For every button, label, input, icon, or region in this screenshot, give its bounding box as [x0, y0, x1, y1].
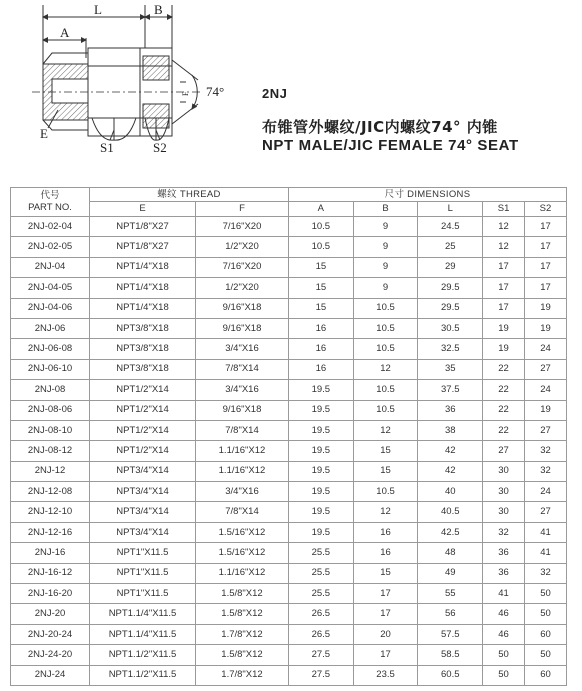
- table-row: [11, 298, 567, 318]
- column-header-e: E: [90, 202, 196, 217]
- table-cell: 24.5: [418, 217, 483, 237]
- product-title-en: NPT MALE/JIC FEMALE 74° SEAT: [262, 137, 519, 154]
- table-cell: NPT1/2"X14: [90, 441, 196, 461]
- table-cell: 2NJ-06: [11, 318, 90, 338]
- dim-label-s2: S2: [153, 140, 167, 155]
- part-no-header-cn: 代号: [40, 190, 60, 201]
- table-cell: 3/4"X16: [196, 339, 289, 359]
- table-cell: NPT1.1/4"X11.5: [90, 624, 196, 644]
- table-cell: 35: [418, 359, 483, 379]
- table-cell: 10.5: [353, 318, 418, 338]
- table-cell: 2NJ-08: [11, 380, 90, 400]
- table-cell: 2NJ-12: [11, 461, 90, 481]
- table-cell: 25.5: [289, 563, 354, 583]
- table-cell: 24: [524, 380, 566, 400]
- table-cell: 20: [353, 624, 418, 644]
- table-row: [11, 645, 567, 665]
- table-cell: 10.5: [353, 482, 418, 502]
- table-cell: 57.5: [418, 624, 483, 644]
- table-cell: 9/16"X18: [196, 298, 289, 318]
- table-cell: 19.5: [289, 502, 354, 522]
- table-cell: 10.5: [289, 237, 354, 257]
- table-cell: 32: [483, 522, 525, 542]
- table-cell: 17: [524, 237, 566, 257]
- table-cell: 1/2"X20: [196, 237, 289, 257]
- table-cell: 10.5: [353, 339, 418, 359]
- table-cell: 55: [418, 584, 483, 604]
- table-row: [11, 522, 567, 542]
- table-cell: 19: [483, 339, 525, 359]
- table-cell: 27: [524, 420, 566, 440]
- table-row: [11, 217, 567, 237]
- table-cell: NPT1.1/4"X11.5: [90, 604, 196, 624]
- table-cell: 17: [483, 278, 525, 298]
- table-cell: 2NJ-20-24: [11, 624, 90, 644]
- table-cell: 26.5: [289, 604, 354, 624]
- table-cell: 30.5: [418, 318, 483, 338]
- table-cell: 2NJ-16-12: [11, 563, 90, 583]
- table-cell: 2NJ-06-08: [11, 339, 90, 359]
- table-row: [11, 543, 567, 563]
- table-cell: 46: [483, 604, 525, 624]
- angle-label: 74°: [206, 84, 225, 99]
- table-cell: 1.5/8"X12: [196, 604, 289, 624]
- table-cell: 17: [524, 217, 566, 237]
- table-cell: NPT1/4"X18: [90, 257, 196, 277]
- table-cell: NPT1/8"X27: [90, 237, 196, 257]
- table-cell: 24: [524, 339, 566, 359]
- table-cell: 32.5: [418, 339, 483, 359]
- table-cell: NPT3/8"X18: [90, 339, 196, 359]
- table-cell: 12: [353, 359, 418, 379]
- table-cell: 42: [418, 461, 483, 481]
- table-cell: NPT3/4"X14: [90, 482, 196, 502]
- table-cell: 19: [524, 400, 566, 420]
- table-cell: 12: [353, 502, 418, 522]
- table-cell: 2NJ-02-05: [11, 237, 90, 257]
- table-cell: NPT3/4"X14: [90, 522, 196, 542]
- table-cell: NPT3/8"X18: [90, 318, 196, 338]
- table-cell: 32: [524, 461, 566, 481]
- table-cell: 50: [524, 584, 566, 604]
- table-cell: NPT1"X11.5: [90, 543, 196, 563]
- table-cell: 2NJ-08-12: [11, 441, 90, 461]
- table-cell: 60: [524, 665, 566, 685]
- table-cell: 1.7/8"X12: [196, 624, 289, 644]
- table-row: [11, 584, 567, 604]
- table-cell: 17: [353, 584, 418, 604]
- table-cell: 15: [353, 461, 418, 481]
- table-cell: NPT1"X11.5: [90, 563, 196, 583]
- table-cell: 2NJ-12-10: [11, 502, 90, 522]
- table-cell: 17: [353, 645, 418, 665]
- table-cell: 50: [524, 645, 566, 665]
- table-cell: 56: [418, 604, 483, 624]
- table-row: [11, 604, 567, 624]
- table-cell: 1.1/16"X12: [196, 563, 289, 583]
- table-cell: 1.1/16"X12: [196, 441, 289, 461]
- table-cell: 19: [524, 298, 566, 318]
- table-cell: 25: [418, 237, 483, 257]
- table-cell: 2NJ-24-20: [11, 645, 90, 665]
- table-cell: 2NJ-16-20: [11, 584, 90, 604]
- table-cell: 15: [289, 298, 354, 318]
- table-cell: 1.5/8"X12: [196, 584, 289, 604]
- table-cell: NPT1/4"X18: [90, 278, 196, 298]
- table-cell: 17: [524, 257, 566, 277]
- fitting-diagram: [0, 0, 250, 170]
- table-cell: 1.5/8"X12: [196, 645, 289, 665]
- table-cell: 37.5: [418, 380, 483, 400]
- table-row: [11, 665, 567, 685]
- table-cell: 25.5: [289, 584, 354, 604]
- table-cell: 2NJ-16: [11, 543, 90, 563]
- table-cell: 27.5: [289, 645, 354, 665]
- table-cell: 1.7/8"X12: [196, 665, 289, 685]
- column-header-f: F: [196, 202, 289, 217]
- dim-label-a: A: [60, 25, 70, 40]
- dim-label-s1: S1: [100, 140, 114, 155]
- table-cell: 2NJ-06-10: [11, 359, 90, 379]
- table-cell: 17: [483, 257, 525, 277]
- table-cell: 27: [524, 502, 566, 522]
- table-row: [11, 482, 567, 502]
- dim-label-l: L: [94, 2, 102, 17]
- table-cell: 29.5: [418, 278, 483, 298]
- table-cell: 17: [353, 604, 418, 624]
- table-cell: 2NJ-12-08: [11, 482, 90, 502]
- table-cell: 15: [289, 278, 354, 298]
- table-cell: 30: [483, 482, 525, 502]
- table-row: [11, 400, 567, 420]
- table-cell: 27: [483, 441, 525, 461]
- dim-label-b: B: [154, 2, 163, 17]
- table-cell: 40.5: [418, 502, 483, 522]
- table-cell: 10.5: [289, 217, 354, 237]
- table-row: [11, 380, 567, 400]
- table-cell: NPT1"X11.5: [90, 584, 196, 604]
- table-cell: 10.5: [353, 298, 418, 318]
- table-cell: NPT3/4"X14: [90, 502, 196, 522]
- product-code: 2NJ: [262, 86, 288, 101]
- table-cell: 19.5: [289, 380, 354, 400]
- table-cell: NPT3/4"X14: [90, 461, 196, 481]
- table-cell: 19.5: [289, 522, 354, 542]
- table-cell: 9: [353, 257, 418, 277]
- table-cell: 30: [483, 502, 525, 522]
- table-cell: 2NJ-24: [11, 665, 90, 685]
- table-cell: 60: [524, 624, 566, 644]
- table-cell: 40: [418, 482, 483, 502]
- table-cell: 10.5: [353, 400, 418, 420]
- table-row: [11, 624, 567, 644]
- table-row: [11, 420, 567, 440]
- table-row: [11, 441, 567, 461]
- table-cell: NPT3/8"X18: [90, 359, 196, 379]
- table-cell: NPT1/2"X14: [90, 400, 196, 420]
- table-cell: 9: [353, 217, 418, 237]
- table-cell: 42: [418, 441, 483, 461]
- table-cell: 7/16"X20: [196, 217, 289, 237]
- table-cell: 49: [418, 563, 483, 583]
- table-cell: 2NJ-20: [11, 604, 90, 624]
- table-cell: 46: [483, 624, 525, 644]
- table-cell: 48: [418, 543, 483, 563]
- table-cell: 22: [483, 359, 525, 379]
- table-cell: 1.1/16"X12: [196, 461, 289, 481]
- table-cell: 41: [483, 584, 525, 604]
- table-row: [11, 318, 567, 338]
- table-cell: 36: [483, 543, 525, 563]
- table-row: [11, 257, 567, 277]
- table-cell: 22: [483, 420, 525, 440]
- table-cell: 26.5: [289, 624, 354, 644]
- table-cell: 9: [353, 237, 418, 257]
- table-cell: 17: [483, 298, 525, 318]
- table-cell: 50: [483, 665, 525, 685]
- part-no-header-en: PART NO.: [28, 202, 72, 213]
- table-cell: 16: [289, 318, 354, 338]
- table-cell: 50: [524, 604, 566, 624]
- table-cell: 10.5: [353, 380, 418, 400]
- table-cell: 16: [353, 543, 418, 563]
- table-cell: 3/4"X16: [196, 482, 289, 502]
- table-row: [11, 359, 567, 379]
- table-cell: 19.5: [289, 441, 354, 461]
- table-cell: 29.5: [418, 298, 483, 318]
- table-cell: 17: [524, 278, 566, 298]
- column-header-s2: S2: [524, 202, 566, 217]
- product-title-cn: 布锥管外螺纹/JIC内螺纹74° 内锥: [262, 118, 498, 136]
- table-cell: 15: [353, 563, 418, 583]
- table-cell: 7/8"X14: [196, 420, 289, 440]
- table-cell: 23.5: [353, 665, 418, 685]
- dim-label-e: E: [40, 126, 48, 141]
- column-header-s1: S1: [483, 202, 525, 217]
- table-cell: 22: [483, 400, 525, 420]
- table-row: [11, 563, 567, 583]
- table-cell: 9: [353, 278, 418, 298]
- column-header-a: A: [289, 202, 354, 217]
- table-cell: 38: [418, 420, 483, 440]
- table-cell: 60.5: [418, 665, 483, 685]
- table-cell: 12: [483, 237, 525, 257]
- table-cell: NPT1.1/2"X11.5: [90, 645, 196, 665]
- table-cell: 2NJ-02-04: [11, 217, 90, 237]
- table-cell: NPT1/4"X18: [90, 298, 196, 318]
- table-cell: 30: [483, 461, 525, 481]
- table-cell: 2NJ-12-16: [11, 522, 90, 542]
- table-cell: 16: [289, 339, 354, 359]
- table-cell: 22: [483, 380, 525, 400]
- table-cell: 16: [353, 522, 418, 542]
- table-row: [11, 278, 567, 298]
- table-cell: NPT1/2"X14: [90, 420, 196, 440]
- table-cell: 24: [524, 482, 566, 502]
- table-cell: 29: [418, 257, 483, 277]
- thread-group-header: 螺纹 THREAD: [90, 188, 289, 202]
- table-cell: 7/8"X14: [196, 359, 289, 379]
- table-cell: 19: [524, 318, 566, 338]
- table-cell: 19.5: [289, 400, 354, 420]
- table-cell: 1/2"X20: [196, 278, 289, 298]
- table-cell: 7/16"X20: [196, 257, 289, 277]
- part-no-header: [11, 188, 90, 217]
- table-cell: 32: [524, 563, 566, 583]
- table-row: [11, 461, 567, 481]
- table-cell: 1.5/16"X12: [196, 543, 289, 563]
- column-header-b: B: [353, 202, 418, 217]
- table-cell: 15: [353, 441, 418, 461]
- table-cell: NPT1.1/2"X11.5: [90, 665, 196, 685]
- table-cell: 9/16"X18: [196, 318, 289, 338]
- dimension-table: [10, 187, 567, 686]
- table-row: [11, 237, 567, 257]
- dim-label-f: F: [181, 91, 190, 96]
- table-cell: 2NJ-08-06: [11, 400, 90, 420]
- table-cell: 42.5: [418, 522, 483, 542]
- table-cell: 27: [524, 359, 566, 379]
- table-cell: NPT1/2"X14: [90, 380, 196, 400]
- table-cell: 12: [353, 420, 418, 440]
- table-cell: 19.5: [289, 482, 354, 502]
- table-cell: 2NJ-04: [11, 257, 90, 277]
- dimensions-group-header: 尺寸 DIMENSIONS: [289, 188, 567, 202]
- table-cell: 50: [483, 645, 525, 665]
- table-cell: NPT1/8"X27: [90, 217, 196, 237]
- table-cell: 7/8"X14: [196, 502, 289, 522]
- table-cell: 2NJ-04-05: [11, 278, 90, 298]
- table-cell: 41: [524, 543, 566, 563]
- table-row: [11, 502, 567, 522]
- table-cell: 27.5: [289, 665, 354, 685]
- table-cell: 2NJ-08-10: [11, 420, 90, 440]
- table-cell: 9/16"X18: [196, 400, 289, 420]
- table-cell: 36: [418, 400, 483, 420]
- table-cell: 3/4"X16: [196, 380, 289, 400]
- table-cell: 25.5: [289, 543, 354, 563]
- table-cell: 36: [483, 563, 525, 583]
- table-cell: 1.5/16"X12: [196, 522, 289, 542]
- table-cell: 19: [483, 318, 525, 338]
- table-cell: 2NJ-04-06: [11, 298, 90, 318]
- table-cell: 32: [524, 441, 566, 461]
- table-cell: 16: [289, 359, 354, 379]
- table-cell: 58.5: [418, 645, 483, 665]
- table-cell: 41: [524, 522, 566, 542]
- column-header-l: L: [418, 202, 483, 217]
- table-cell: 15: [289, 257, 354, 277]
- table-cell: 19.5: [289, 420, 354, 440]
- table-cell: 19.5: [289, 461, 354, 481]
- table-row: [11, 339, 567, 359]
- table-cell: 12: [483, 217, 525, 237]
